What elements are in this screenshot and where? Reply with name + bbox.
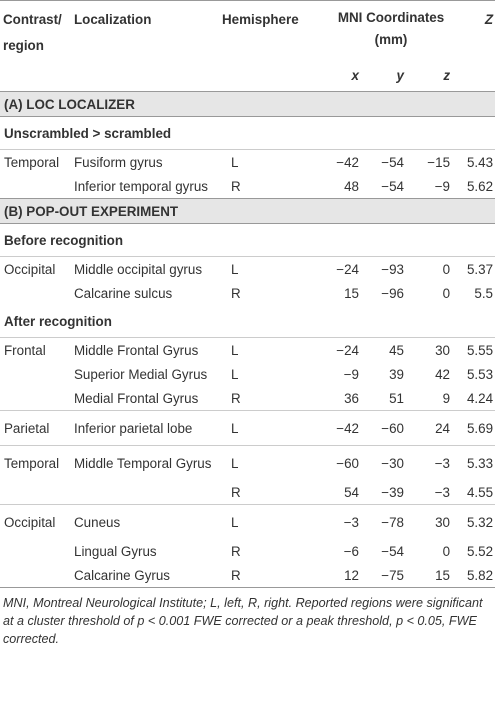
cell-localization — [70, 480, 222, 505]
cell-localization: Inferior temporal gyrus — [74, 178, 208, 194]
cell-z-score: 5.52 — [466, 543, 494, 559]
header-localization: Localization — [70, 1, 222, 60]
cell-z-score: 4.24 — [466, 390, 494, 406]
cell-z: 0 — [442, 285, 451, 301]
cell-y: −75 — [369, 563, 414, 588]
cell-hemisphere: L — [222, 150, 322, 175]
cell-region: Parietal — [0, 411, 70, 446]
cell-x: 36 — [344, 390, 359, 406]
cell-localization: Medial Frontal Gyrus — [74, 390, 199, 406]
section-title: (B) POP-OUT EXPERIMENT — [0, 199, 495, 224]
table-row — [0, 257, 495, 282]
cell-region — [0, 563, 70, 588]
section-title: (A) LOC LOCALIZER — [0, 92, 495, 117]
cell-hemisphere: R — [231, 285, 241, 301]
cell-z: 24 — [414, 411, 460, 446]
cell-y: −54 — [381, 178, 404, 194]
cell-hemisphere: L — [222, 505, 322, 540]
table-row — [0, 281, 495, 305]
table-row — [0, 505, 495, 540]
cell-z: 0 — [414, 257, 460, 282]
cell-hemisphere: L — [222, 257, 322, 282]
cell-z-score: 5.32 — [460, 505, 495, 540]
contrast-title: Before recognition — [4, 232, 124, 248]
table-row — [0, 480, 495, 505]
header-row — [0, 1, 495, 60]
cell-localization: Middle Temporal Gyrus — [70, 446, 222, 481]
cell-z: 9 — [442, 390, 451, 406]
table-row — [0, 338, 495, 363]
cell-y: 39 — [389, 366, 404, 382]
cell-z-score: 5.53 — [466, 366, 494, 382]
cell-x: −60 — [322, 446, 369, 481]
cell-x: −42 — [322, 150, 369, 175]
cell-z: 0 — [442, 543, 451, 559]
cell-z: 15 — [414, 563, 460, 588]
table-row — [0, 362, 495, 386]
contrast-header — [0, 305, 495, 338]
cell-z: 30 — [414, 505, 460, 540]
cell-region — [0, 480, 70, 505]
axis-x: x — [351, 67, 359, 83]
cell-z: 30 — [414, 338, 460, 363]
contrast-title: After recognition — [4, 313, 112, 329]
header-z-score: Z — [460, 1, 495, 60]
cell-region — [0, 174, 70, 199]
cell-hemisphere: R — [231, 484, 241, 500]
axis-y: y — [396, 67, 404, 83]
cell-localization: Middle Frontal Gyrus — [70, 338, 222, 363]
cell-x: −24 — [322, 338, 369, 363]
cell-region: Temporal — [0, 150, 70, 175]
table-row — [0, 150, 495, 175]
cell-x: −42 — [322, 411, 369, 446]
cell-x: −9 — [343, 366, 359, 382]
cell-hemisphere: L — [222, 446, 322, 481]
cell-x: 54 — [344, 484, 359, 500]
cell-hemisphere: R — [231, 543, 241, 559]
cell-z-score: 5.33 — [460, 446, 495, 481]
cell-region: Frontal — [0, 338, 70, 363]
cell-y: −39 — [381, 484, 404, 500]
cell-localization: Superior Medial Gyrus — [74, 366, 208, 382]
cell-localization: Middle occipital gyrus — [70, 257, 222, 282]
table-row — [0, 411, 495, 446]
cell-hemisphere: L — [222, 411, 322, 446]
contrast-header — [0, 224, 495, 257]
cell-localization: Calcarine sulcus — [74, 285, 173, 301]
cell-z: −9 — [434, 178, 451, 194]
cell-z-score: 5.55 — [460, 338, 495, 363]
cell-y: −54 — [381, 543, 404, 559]
table-row — [0, 174, 495, 199]
cell-localization: Inferior parietal lobe — [70, 411, 222, 446]
cell-localization: Lingual Gyrus — [74, 543, 157, 559]
cell-hemisphere: L — [231, 366, 239, 382]
contrast-header — [0, 117, 495, 150]
cell-z-score: 4.55 — [466, 484, 494, 500]
table-row — [0, 386, 495, 411]
cell-localization: Calcarine Gyrus — [70, 563, 222, 588]
cell-z-score: 5.37 — [460, 257, 495, 282]
section-header — [0, 92, 495, 117]
cell-region — [0, 539, 70, 563]
cell-hemisphere: R — [231, 390, 241, 406]
cell-y: −96 — [381, 285, 404, 301]
cell-hemisphere: L — [222, 338, 322, 363]
cell-x: 48 — [344, 178, 359, 194]
cell-z: −3 — [414, 446, 460, 481]
cell-region — [0, 386, 70, 411]
cell-y: −93 — [369, 257, 414, 282]
cell-z: 42 — [435, 366, 451, 382]
cell-y: −60 — [369, 411, 414, 446]
cell-x: 15 — [344, 285, 359, 301]
cell-hemisphere: R — [222, 563, 322, 588]
header-hemisphere: Hemisphere — [222, 1, 322, 60]
cell-x: 12 — [322, 563, 369, 588]
section-header — [0, 199, 495, 224]
table-body — [0, 92, 495, 588]
header-mni-coordinates: MNI Coordinates (mm) — [322, 1, 460, 60]
axis-row — [0, 59, 495, 92]
cell-region: Temporal — [0, 446, 70, 481]
cell-y: 45 — [369, 338, 414, 363]
cell-z-score: 5.5 — [474, 285, 494, 301]
cell-region — [0, 281, 70, 305]
cell-y: −78 — [369, 505, 414, 540]
cell-z-score: 5.69 — [460, 411, 495, 446]
cell-y: −30 — [369, 446, 414, 481]
contrast-title: Unscrambled > scrambled — [4, 125, 172, 141]
table-row — [0, 563, 495, 588]
cell-z-score: 5.82 — [460, 563, 495, 588]
cell-y: 51 — [389, 390, 404, 406]
table-row — [0, 539, 495, 563]
cell-x: −24 — [322, 257, 369, 282]
table-row — [0, 446, 495, 481]
cell-z-score: 5.62 — [466, 178, 494, 194]
cell-x: −6 — [343, 543, 359, 559]
cell-region: Occipital — [0, 505, 70, 540]
cell-hemisphere: R — [231, 178, 241, 194]
cell-y: −54 — [369, 150, 414, 175]
axis-z: z — [443, 67, 451, 83]
cell-region — [0, 362, 70, 386]
cell-localization: Fusiform gyrus — [70, 150, 222, 175]
cell-z: −15 — [414, 150, 460, 175]
header-contrast-region: Contrast/ region — [0, 1, 70, 60]
cell-z: −3 — [434, 484, 451, 500]
cell-z-score: 5.43 — [460, 150, 495, 175]
cell-x: −3 — [322, 505, 369, 540]
cell-localization: Cuneus — [70, 505, 222, 540]
cell-region: Occipital — [0, 257, 70, 282]
table-footnote: MNI, Montreal Neurological Institute; L, left, R, right. Reported regions were significant at a cluster threshold of p < 0.001 FWE corrected or a peak threshold, p < 0.05, FWE corrected. — [3, 596, 483, 646]
